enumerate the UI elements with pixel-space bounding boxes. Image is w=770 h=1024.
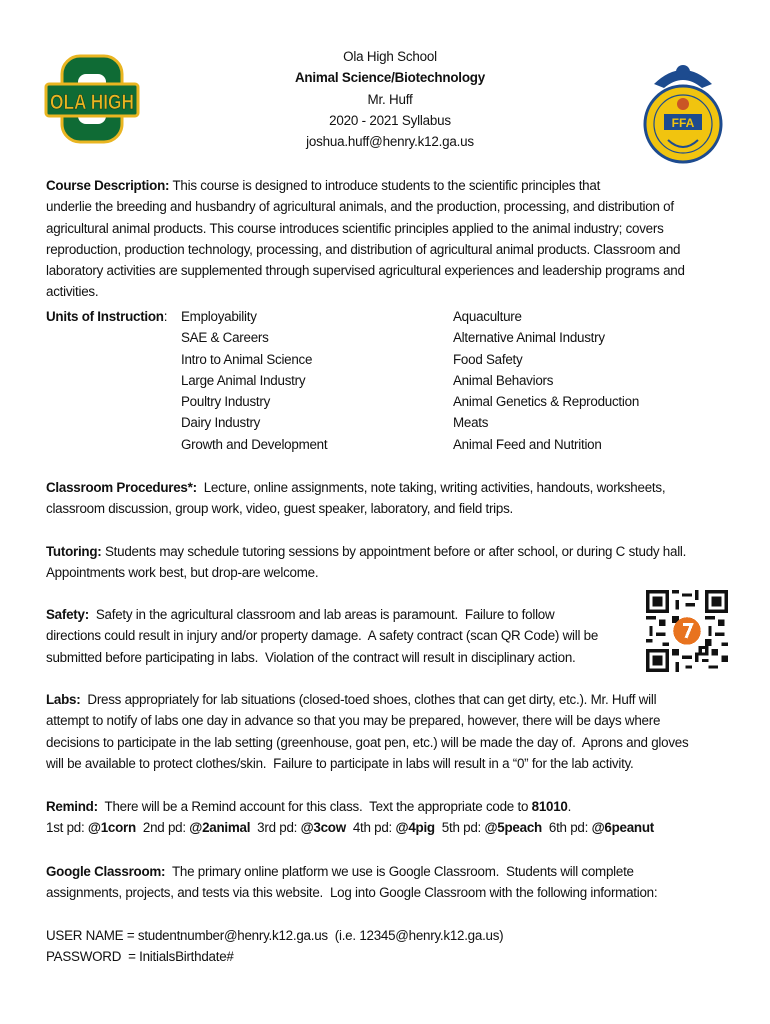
unit-item: Intro to Animal Science [181, 351, 313, 367]
labs-line: Dress appropriately for lab situations (closed-toed shoes, clothes that can get dirty, etc.). Mr. Huff will [80, 692, 657, 707]
remind-line: There will be a Remind account for this class. Text the appropriate code to [97, 799, 532, 814]
syllabus-year: 2020 - 2021 Syllabus [329, 112, 451, 128]
unit-item: Growth and Development [181, 436, 328, 452]
remind-period-label: 5th pd: [434, 820, 485, 836]
remind-code: @4pig [395, 820, 435, 836]
course-description-line: agricultural animal products. This course introduces scientific principles applied to the animal industry; covers [46, 220, 664, 236]
school-name: Ola High School [343, 49, 437, 64]
course-description-line: reproduction, production technology, processing, and distribution of agricultural animal products. Classroom and [46, 241, 681, 257]
safety-line: Safety in the agricultural classroom and lab areas is paramount. Failure to follow [88, 607, 555, 622]
unit-item: SAE & Careers [181, 330, 269, 346]
units-list-left [181, 306, 327, 455]
classroom-procedures [46, 477, 726, 520]
units-label-text: Units of Instruction [46, 309, 164, 324]
course-title: Animal Science/Biotechnology [294, 70, 486, 86]
units-list-right [453, 306, 639, 455]
login-username: USER NAME = studentnumber@henry.k12.ga.us (i.e. 12345@henry.k12.ga.us) [46, 928, 504, 943]
labs-line: decisions to participate in the lab setting (greenhouse, goat pen, etc.) will be made the day of. Aprons and gloves [46, 734, 689, 750]
course-description-line: activities. [46, 284, 99, 300]
google-classroom-line: assignments, projects, and tests via this website. Log into Google Classroom with the following information: [46, 885, 658, 901]
remind-code: @6peanut [591, 820, 654, 836]
remind [46, 796, 726, 839]
safety-line: submitted before participating in labs. Violation of the contract will result in disciplinary action. [46, 649, 576, 665]
units-of-instruction-label [46, 306, 167, 327]
tutoring [46, 541, 726, 584]
remind-period-label: 4th pd: [345, 820, 396, 836]
course-description-line: underlie the breeding and husbandry of agricultural animals, and the production, processing, and distribution of [46, 199, 674, 215]
login-info [46, 925, 726, 968]
unit-item: Alternative Animal Industry [453, 330, 605, 346]
login-password: PASSWORD = InitialsBirthdate# [46, 949, 234, 965]
remind-label: Remind: [46, 799, 98, 814]
remind-period: . [567, 799, 572, 814]
remind-code: @3cow [300, 820, 346, 836]
google-classroom-line: The primary online platform we use is Google Classroom. Students will complete [165, 864, 634, 879]
course-description-line: laboratory activities are supplemented through supervised agricultural experiences and leadership programs and [46, 263, 685, 279]
labs-line: attempt to notify of labs one day in advance so that you may be prepared, however, there will be days where [46, 713, 661, 729]
safety-contract-qr-code[interactable] [646, 590, 728, 672]
classroom-procedures-line: Lecture, online assignments, note taking, writing activities, handouts, worksheets, [196, 480, 666, 495]
syllabus-header [200, 46, 580, 152]
units-label-colon: : [163, 309, 168, 324]
unit-item: Food Safety [453, 351, 523, 367]
course-description-label: Course Description: [46, 178, 170, 193]
remind-code: @1corn [87, 820, 136, 836]
unit-item: Animal Genetics & Reproduction [453, 394, 640, 410]
remind-period-label: 1st pd: [46, 820, 88, 836]
classroom-procedures-line: classroom discussion, group work, video, guest speaker, laboratory, and field trips. [46, 501, 514, 517]
google-classroom-label: Google Classroom: [46, 864, 166, 879]
unit-item: Dairy Industry [181, 415, 261, 431]
tutoring-label: Tutoring: [46, 544, 102, 559]
google-classroom [46, 861, 726, 904]
labs [46, 689, 726, 774]
safety [46, 604, 636, 668]
unit-item: Animal Feed and Nutrition [453, 436, 602, 452]
remind-codes [46, 817, 726, 838]
remind-period-label: 3rd pd: [250, 820, 301, 836]
unit-item: Employability [181, 309, 257, 324]
teacher-email[interactable]: joshua.huff@henry.k12.ga.us [306, 134, 474, 150]
course-description-line: This course is designed to introduce students to the scientific principles that [169, 178, 601, 193]
unit-item: Animal Behaviors [453, 372, 554, 388]
remind-code: @5peach [484, 820, 542, 836]
course-description [46, 175, 726, 303]
remind-period-label: 2nd pd: [135, 820, 190, 836]
safety-line: directions could result in injury and/or property damage. A safety contract (scan QR Code) will be [46, 628, 599, 644]
unit-item: Aquaculture [453, 309, 522, 324]
remind-code: @2animal [189, 820, 251, 836]
unit-item: Large Animal Industry [181, 372, 306, 388]
ffa-emblem-text: FFA [671, 116, 695, 130]
tutoring-line: Appointments work best, but drop-are welcome. [46, 565, 319, 581]
unit-item: Poultry Industry [181, 394, 271, 410]
teacher-name: Mr. Huff [367, 91, 413, 107]
classroom-procedures-label: Classroom Procedures*: [46, 480, 197, 495]
unit-item: Meats [453, 415, 489, 431]
ola-high-logo-text: OLA HIGH [50, 91, 134, 114]
labs-line: will be available to protect clothes/skin. Failure to participate in labs will result in a “0” for the lab activity. [46, 755, 634, 771]
ffa-emblem-logo [642, 58, 724, 166]
tutoring-line: Students may schedule tutoring sessions by appointment before or after school, or during C study hall. [101, 544, 687, 559]
remind-period-label: 6th pd: [541, 820, 592, 836]
ola-high-logo [44, 54, 140, 144]
remind-number: 81010 [531, 799, 568, 814]
labs-label: Labs: [46, 692, 81, 707]
safety-label: Safety: [46, 607, 89, 622]
